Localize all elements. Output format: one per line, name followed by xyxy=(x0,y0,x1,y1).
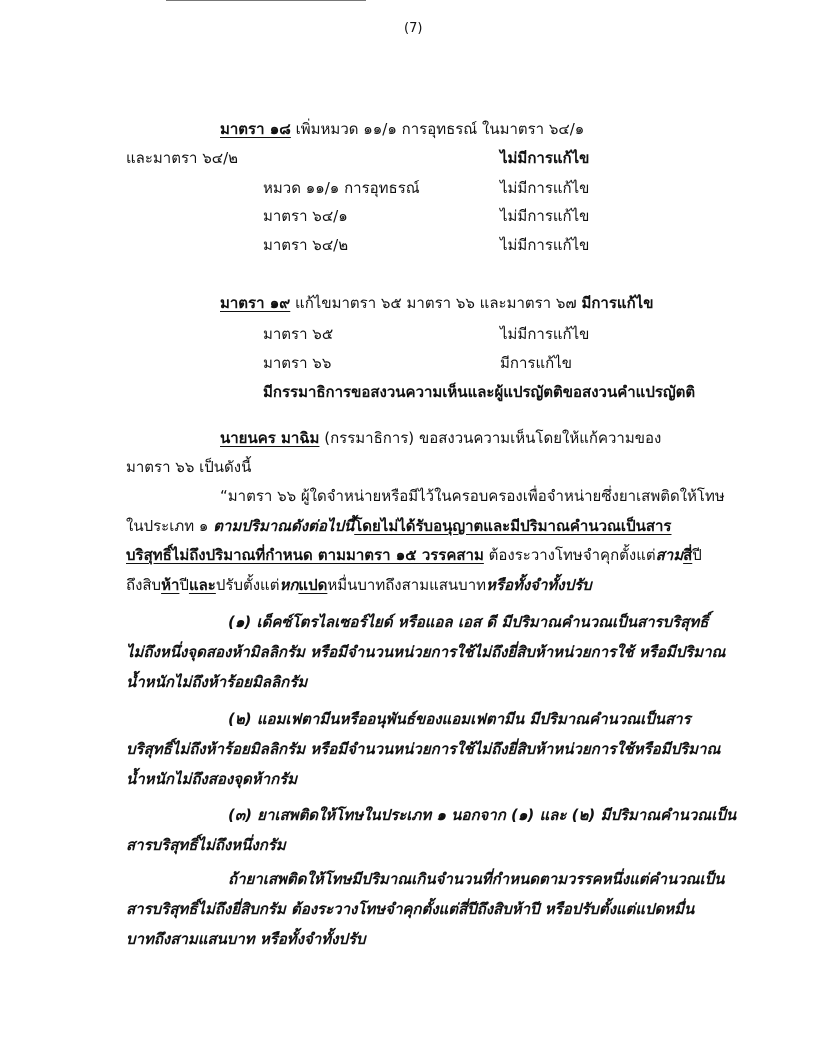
amendment-inserted-text: ห้า xyxy=(161,576,180,594)
section-19-status: มีการแก้ไข xyxy=(581,294,654,312)
s19-item-status: ไม่มีการแก้ไข xyxy=(500,325,590,343)
member-role: (กรรมาธิการ) xyxy=(324,429,415,447)
amendment-text: ปรับตั้งแต่ xyxy=(215,576,280,594)
section-19-desc: แก้ไขมาตรา ๖๕ มาตรา ๖๖ และมาตรา ๖๗ xyxy=(295,294,577,312)
s18-item-status: ไม่มีการแก้ไข xyxy=(500,179,590,197)
amendment-line xyxy=(126,516,671,536)
item-1-line: ไม่ถึงหนึ่งจุดสองห้ามิลลิกรัม หรือมีจำนวนหน่วยการใช้ไม่ถึงยี่สิบห้าหน่วยการใช้ หรือมีปริมาณ xyxy=(126,643,726,661)
item-1-line: (๑) เด็คซ์โตรไลเซอร์ไยด์ หรือแอล เอส ดี มีปริมาณคำนวณเป็นสารบริสุทธิ์ xyxy=(228,613,709,631)
amendment-text: ปี xyxy=(179,576,189,594)
top-rule-line xyxy=(166,0,366,1)
amendment-deleted-text: หรือทั้งจำทั้งปรับ xyxy=(486,576,592,594)
item-2-line: บริสุทธิ์ไม่ถึงห้าร้อยมิลลิกรัม หรือมีจำนวนหน่วยการใช้ไม่ถึงยี่สิบห้าหน่วยการใช้หรือมีปริมาณ xyxy=(126,740,721,758)
amendment-deleted-text: หก xyxy=(279,576,299,594)
section-18-label: มาตรา ๑๘ xyxy=(220,120,291,138)
s18-item-name: มาตรา ๖๔/๑ xyxy=(263,207,348,225)
amendment-line: “มาตรา ๖๖ ผู้ใดจำหน่ายหรือมีไว้ในครอบครองเพื่อจำหน่ายซึ่งยาเสพติดให้โทษ xyxy=(220,487,725,505)
amendment-text: ในประเภท ๑ xyxy=(126,517,214,535)
section-19-label: มาตรา ๑๙ xyxy=(220,294,291,312)
amendment-text: หมื่นบาทถึงสามแสนบาท xyxy=(327,576,487,594)
amendment-deleted-text: สาม xyxy=(655,546,684,564)
section-18-line xyxy=(220,119,584,139)
s19-item-name: มาตรา ๖๖ xyxy=(263,354,332,372)
item-3-line: สารบริสุทธิ์ไม่ถึงหนึ่งกรัม xyxy=(126,836,286,854)
member-request-cont: มาตรา ๖๖ เป็นดังนี้ xyxy=(126,458,252,476)
s19-item-status: มีการแก้ไข xyxy=(500,354,572,372)
item-2-line: (๒) แอมเฟตามีนหรืออนุพันธ์ของแอมเฟตามีน มีปริมาณคำนวณเป็นสาร xyxy=(228,710,691,728)
amendment-line xyxy=(126,545,702,565)
amendment-inserted-text: แปด xyxy=(298,576,328,594)
member-request: ขอสงวนความเห็นโดยให้แก้ความของ xyxy=(418,429,662,447)
amendment-inserted-text: โดยไม่ได้รับอนุญาตและมีปริมาณคำนวณเป็นสาร xyxy=(354,517,672,535)
amendment-text: ถึงสิบ xyxy=(126,576,162,594)
section-18-desc: เพิ่มหมวด ๑๑/๑ การอุทธรณ์ ในมาตรา ๖๔/๑ xyxy=(295,120,585,138)
s19-item-name: มาตรา ๖๕ xyxy=(263,325,334,343)
s18-item-status: ไม่มีการแก้ไข xyxy=(500,207,590,225)
page-number: (7) xyxy=(404,21,423,36)
section-19-line xyxy=(220,293,653,313)
member-statement xyxy=(220,428,661,448)
item-2-line: น้ำหนักไม่ถึงสองจุดห้ากรัม xyxy=(126,770,298,788)
section-18-status: ไม่มีการแก้ไข xyxy=(500,149,590,167)
item-3-line: (๓) ยาเสพติดให้โทษในประเภท ๑ นอกจาก (๑) และ (๒) มีปริมาณคำนวณเป็น xyxy=(228,806,737,824)
s18-item-name: มาตรา ๖๔/๒ xyxy=(263,236,349,254)
final-paragraph-line: ถ้ายาเสพติดให้โทษมีปริมาณเกินจำนวนที่กำหนดตามวรรคหนึ่งแต่คำนวณเป็น xyxy=(228,870,725,888)
amendment-inserted-text: และ xyxy=(188,576,216,594)
amendment-text: ต้องระวางโทษจำคุกตั้งแต่ xyxy=(483,546,656,564)
amendment-deleted-text: ตามปริมาณดังต่อไปนี้ xyxy=(213,517,355,535)
s18-item-name: หมวด ๑๑/๑ การอุทธรณ์ xyxy=(263,179,420,197)
final-paragraph-line: บาทถึงสามแสนบาท หรือทั้งจำทั้งปรับ xyxy=(126,930,366,948)
amendment-text: ปี xyxy=(692,546,702,564)
member-name: นายนคร มาฉิม xyxy=(220,429,320,447)
section-19-note: มีกรรมาธิการขอสงวนความเห็นและผู้แปรญัตติขอสงวนคำแปรญัตติ xyxy=(263,383,696,401)
s18-item-status: ไม่มีการแก้ไข xyxy=(500,236,590,254)
item-1-line: น้ำหนักไม่ถึงห้าร้อยมิลลิกรัม xyxy=(126,673,308,691)
amendment-line xyxy=(126,575,592,595)
amendment-inserted-text: บริสุทธิ์ไม่ถึงปริมาณที่กำหนด ตามมาตรา ๑๕ วรรคสาม xyxy=(126,546,484,564)
section-18-desc-cont: และมาตรา ๖๔/๒ xyxy=(126,149,239,167)
amendment-inserted-text: สี่ xyxy=(683,546,693,564)
final-paragraph-line: สารบริสุทธิ์ไม่ถึงยี่สิบกรัม ต้องระวางโทษจำคุกตั้งแต่สี่ปีถึงสิบห้าปี หรือปรับตั้งแต่แปดหมื่น xyxy=(126,900,695,918)
